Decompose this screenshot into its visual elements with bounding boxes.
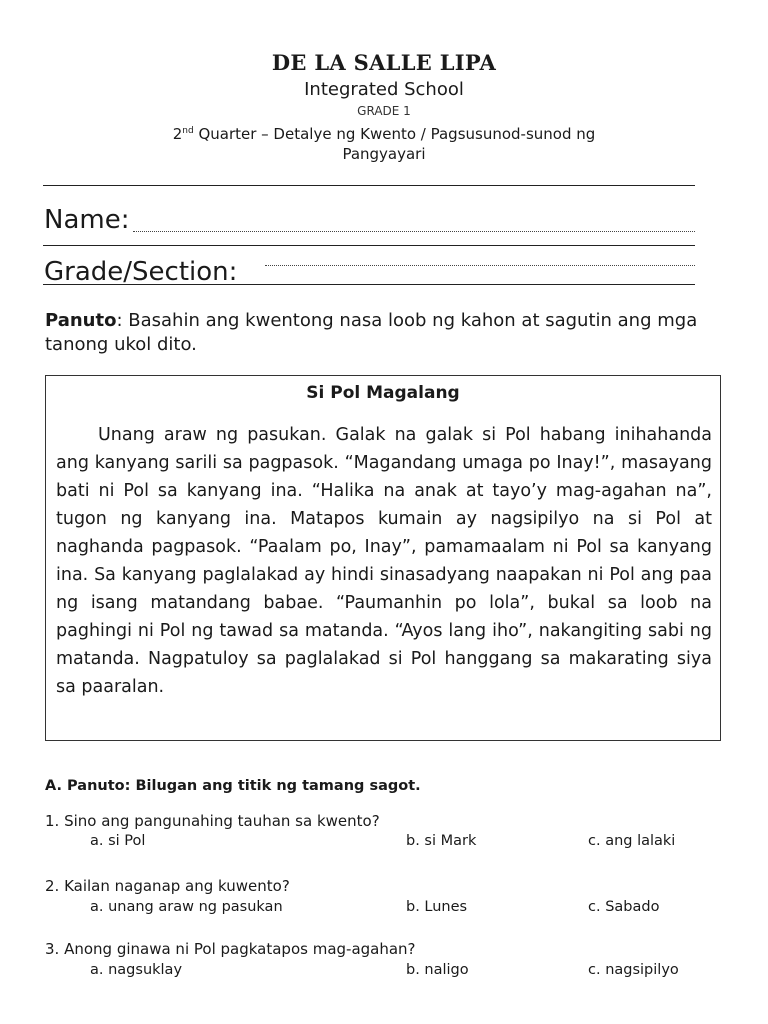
subject-title bbox=[0, 121, 768, 164]
q1-option-b[interactable]: b. si Mark bbox=[406, 833, 477, 849]
school-subtitle: Integrated School bbox=[304, 79, 464, 100]
name-field[interactable] bbox=[133, 231, 695, 232]
quarter-number: 2 bbox=[172, 125, 183, 143]
story-text bbox=[56, 421, 712, 701]
header-divider bbox=[43, 185, 695, 186]
question-2: 2. Kailan naganap ang kuwento? bbox=[45, 877, 290, 895]
subject-line-2: Pangyayari bbox=[342, 145, 426, 163]
q1-option-c[interactable]: c. ang lalaki bbox=[588, 833, 676, 849]
name-label: Name: bbox=[44, 205, 130, 235]
school-name: DE LA SALLE LIPA bbox=[271, 50, 497, 75]
q2-option-a[interactable]: a. unang araw ng pasukan bbox=[90, 899, 283, 915]
section-field[interactable] bbox=[265, 265, 695, 266]
story-body: Unang araw ng pasukan. Galak na galak si Pol habang inihahanda ang kanyang sarili sa pagpasok. “Magandang umaga po Inay!”, masayang bati ni Pol sa kanyang ina. “Halika na anak at tayo’y mag-agahan na”, tugon ng kanyang ina. Matapos kumain ay nagsipilyo na si Pol at naghanda pagpasok. “Paalam po, Inay”, pamamaalam ni Pol sa kanyang ina. Sa kanyang paglalakad ay hindi sinasadyang naapakan ni Pol ang paa ng isang matandang babae. “Paumanhin po lola”, bukal sa loob na paghingi ni Pol ng tawad sa matanda. “Ayos lang iho”, nakangiting sabi ng matanda. Nagpatuloy sa paglalakad si Pol hanggang sa makarating siya sa paaralan. bbox=[56, 425, 712, 697]
q3-option-c[interactable]: c. nagsipilyo bbox=[588, 962, 679, 978]
q2-option-b[interactable]: b. Lunes bbox=[406, 899, 468, 915]
q1-option-a[interactable]: a. si Pol bbox=[90, 833, 146, 849]
section-underline bbox=[43, 284, 695, 285]
subject-line-1: Quarter – Detalye ng Kwento / Pagsusunod-sunod ng bbox=[193, 125, 596, 143]
q2-option-c[interactable]: c. Sabado bbox=[588, 899, 660, 915]
question-3: 3. Anong ginawa ni Pol pagkatapos mag-agahan? bbox=[45, 940, 416, 958]
instructions bbox=[45, 309, 715, 357]
instructions-text: : Basahin ang kwentong nasa loob ng kahon at sagutin ang mga tanong ukol dito. bbox=[45, 310, 698, 355]
q3-option-b[interactable]: b. naligo bbox=[406, 962, 469, 978]
name-underline bbox=[43, 245, 695, 246]
grade-level: GRADE 1 bbox=[357, 104, 411, 118]
section-label: Grade/Section: bbox=[44, 257, 238, 287]
part-a-heading: A. Panuto: Bilugan ang titik ng tamang sagot. bbox=[45, 778, 421, 794]
instructions-label: Panuto bbox=[45, 310, 117, 331]
story-title: Si Pol Magalang bbox=[306, 383, 460, 403]
quarter-suffix: nd bbox=[182, 126, 194, 136]
q3-option-a[interactable]: a. nagsuklay bbox=[90, 962, 183, 978]
question-1: 1. Sino ang pangunahing tauhan sa kwento? bbox=[45, 812, 380, 830]
